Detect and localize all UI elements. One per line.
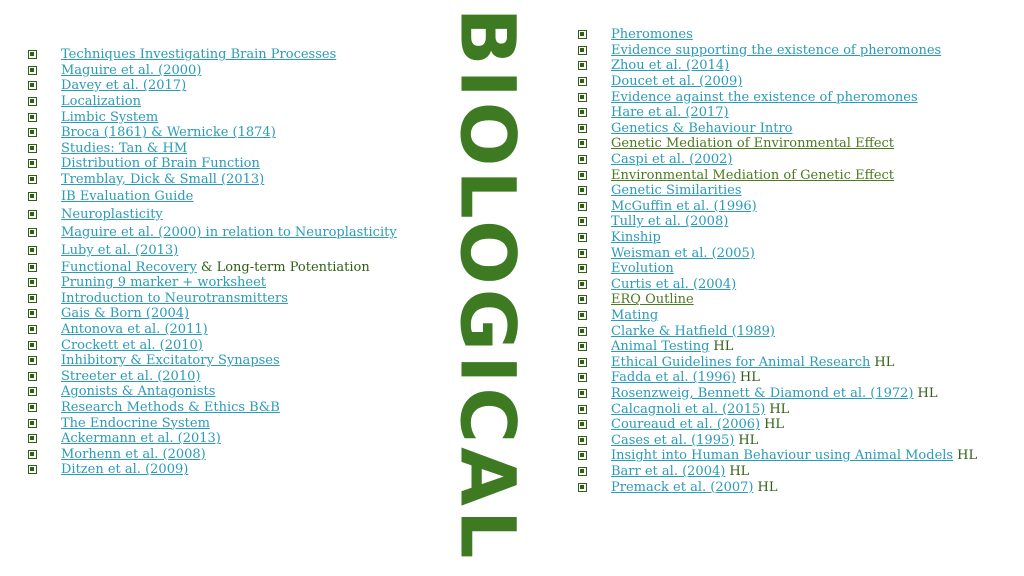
link-cases-et-al-1995[interactable]: Cases et al. (1995)	[611, 432, 735, 448]
link-broca-1861-wernicke-1874[interactable]: Broca (1861) & Wernicke (1874)	[61, 125, 276, 141]
list-item	[578, 27, 977, 43]
square-bullet-icon	[578, 451, 587, 460]
square-bullet-icon	[28, 66, 37, 75]
square-bullet-icon	[28, 128, 37, 137]
hl-tag: HL	[729, 463, 750, 479]
list-item	[28, 241, 397, 259]
link-evolution[interactable]: Evolution	[611, 261, 674, 277]
list-item	[28, 322, 397, 338]
list-item	[578, 448, 977, 464]
link-maguire-et-al-2000[interactable]: Maguire et al. (2000)	[61, 62, 202, 78]
list-item	[578, 261, 977, 277]
list-item	[578, 136, 977, 152]
link-ackermann-et-al-2013[interactable]: Ackermann et al. (2013)	[61, 431, 221, 447]
square-bullet-icon	[578, 139, 587, 148]
link-hare-et-al-2017[interactable]: Hare et al. (2017)	[611, 105, 729, 121]
link-gais-born-2004[interactable]: Gais & Born (2004)	[61, 306, 190, 322]
square-bullet-icon	[28, 192, 37, 201]
list-item	[28, 125, 397, 141]
list-item	[28, 205, 397, 223]
list-item	[578, 152, 977, 168]
square-bullet-icon	[28, 175, 37, 184]
link-streeter-et-al-2010[interactable]: Streeter et al. (2010)	[61, 368, 201, 384]
square-bullet-icon	[28, 450, 37, 459]
square-bullet-icon	[28, 81, 37, 90]
link-caspi-et-al-2002[interactable]: Caspi et al. (2002)	[611, 152, 733, 168]
square-bullet-icon	[578, 249, 587, 258]
link-mating[interactable]: Mating	[611, 307, 659, 323]
link-studies-tan-hm[interactable]: Studies: Tan & HM	[61, 140, 188, 156]
hl-tag: HL	[738, 432, 759, 448]
link-techniques-investigating-brain-processes[interactable]: Techniques Investigating Brain Processes	[61, 47, 337, 63]
link-genetic-similarities[interactable]: Genetic Similarities	[611, 183, 742, 199]
link-maguire-et-al-2000-in-relation-to-neuroplasticity[interactable]: Maguire et al. (2000) in relation to Neuroplasticity	[61, 224, 397, 240]
link-environmental-mediation-of-genetic-effect[interactable]: Environmental Mediation of Genetic Effect	[611, 167, 895, 183]
square-bullet-icon	[578, 77, 587, 86]
list-item	[578, 121, 977, 137]
list-item	[578, 323, 977, 339]
hl-tag: HL	[957, 448, 978, 464]
hl-tag: HL	[739, 370, 760, 386]
link-curtis-et-al-2004[interactable]: Curtis et al. (2004)	[611, 276, 737, 292]
list-item	[28, 291, 397, 307]
link-neuroplasticity[interactable]: Neuroplasticity	[61, 206, 163, 222]
square-bullet-icon	[578, 124, 587, 133]
link-coureaud-et-al-2006[interactable]: Coureaud et al. (2006)	[611, 417, 761, 433]
square-bullet-icon	[28, 387, 37, 396]
list-item	[28, 78, 397, 94]
hl-tag: HL	[917, 385, 938, 401]
list-item	[28, 63, 397, 79]
link-davey-et-al-2017[interactable]: Davey et al. (2017)	[61, 78, 187, 94]
link-evidence-against-the-existence-of-pheromones[interactable]: Evidence against the existence of pheromones	[611, 89, 918, 105]
list-item	[28, 223, 397, 241]
square-bullet-icon	[28, 97, 37, 106]
link-localization[interactable]: Localization	[61, 94, 141, 110]
square-bullet-icon	[578, 342, 587, 351]
square-bullet-icon	[578, 264, 587, 273]
link-pruning-9-marker-worksheet[interactable]: Pruning 9 marker + worksheet	[61, 275, 267, 291]
list-item	[578, 105, 977, 121]
list-item	[28, 431, 397, 447]
link-clarke-hatfield-1989[interactable]: Clarke & Hatfield (1989)	[611, 323, 775, 339]
link-zhou-et-al-2014[interactable]: Zhou et al. (2014)	[611, 58, 730, 74]
square-bullet-icon	[28, 325, 37, 334]
hl-tag: HL	[769, 401, 790, 417]
square-bullet-icon	[578, 186, 587, 195]
list-item	[578, 230, 977, 246]
square-bullet-icon	[578, 467, 587, 476]
square-bullet-icon	[578, 311, 587, 320]
square-bullet-icon	[578, 217, 587, 226]
square-bullet-icon	[28, 246, 37, 255]
list-item	[578, 370, 977, 386]
link-tremblay-dick-small-2013[interactable]: Tremblay, Dick & Small (2013)	[61, 172, 265, 188]
list-item	[578, 339, 977, 355]
square-bullet-icon	[28, 341, 37, 350]
square-bullet-icon	[578, 108, 587, 117]
list-item	[578, 432, 977, 448]
square-bullet-icon	[28, 113, 37, 122]
link-ib-evaluation-guide[interactable]: IB Evaluation Guide	[61, 188, 194, 204]
link-rosenzweig-bennett-diamond-et-al-1972[interactable]: Rosenzweig, Bennett & Diamond et al. (1972)	[611, 385, 914, 401]
link-weisman-et-al-2005[interactable]: Weisman et al. (2005)	[611, 245, 755, 261]
link-the-endocrine-system[interactable]: The Endocrine System	[61, 415, 210, 431]
square-bullet-icon	[28, 294, 37, 303]
square-bullet-icon	[578, 405, 587, 414]
list-item	[578, 167, 977, 183]
list-item	[578, 277, 977, 293]
square-bullet-icon	[578, 483, 587, 492]
list-item	[28, 306, 397, 322]
list-item	[28, 369, 397, 385]
list-item	[28, 172, 397, 188]
link-functional-recovery[interactable]: Functional Recovery	[61, 259, 197, 275]
link-premack-et-al-2007[interactable]: Premack et al. (2007)	[611, 479, 754, 495]
link-erq-outline[interactable]: ERQ Outline	[611, 292, 694, 308]
square-bullet-icon	[578, 295, 587, 304]
list-item	[28, 384, 397, 400]
link-fadda-et-al-1996[interactable]: Fadda et al. (1996)	[611, 370, 736, 386]
list-item	[578, 386, 977, 402]
square-bullet-icon	[578, 280, 587, 289]
right-topic-list	[578, 27, 977, 495]
link-animal-testing[interactable]: Animal Testing	[611, 339, 710, 355]
square-bullet-icon	[578, 93, 587, 102]
link-morhenn-et-al-2008[interactable]: Morhenn et al. (2008)	[61, 446, 206, 462]
link-barr-et-al-2004[interactable]: Barr et al. (2004)	[611, 463, 726, 479]
square-bullet-icon	[28, 465, 37, 474]
square-bullet-icon	[578, 30, 587, 39]
square-bullet-icon	[28, 419, 37, 428]
square-bullet-icon	[28, 278, 37, 287]
link-research-methods-ethics-b-b[interactable]: Research Methods & Ethics B&B	[61, 399, 280, 415]
square-bullet-icon	[578, 327, 587, 336]
list-item	[28, 47, 397, 63]
list-item	[578, 464, 977, 480]
left-topic-list	[28, 47, 397, 478]
list-item	[578, 354, 977, 370]
square-bullet-icon	[578, 358, 587, 367]
link-ethical-guidelines-for-animal-research[interactable]: Ethical Guidelines for Animal Research	[611, 354, 871, 370]
square-bullet-icon	[578, 171, 587, 180]
link-tully-et-al-2008[interactable]: Tully et al. (2008)	[611, 214, 729, 230]
list-item	[578, 43, 977, 59]
square-bullet-icon	[28, 309, 37, 318]
hl-tag: HL	[764, 417, 785, 433]
list-item	[578, 58, 977, 74]
square-bullet-icon	[28, 372, 37, 381]
square-bullet-icon	[28, 50, 37, 59]
list-item	[578, 401, 977, 417]
link-agonists-antagonists[interactable]: Agonists & Antagonists	[61, 384, 216, 400]
list-item	[28, 109, 397, 125]
list-item	[28, 259, 397, 275]
link-luby-et-al-2013[interactable]: Luby et al. (2013)	[61, 242, 179, 258]
square-bullet-icon	[578, 389, 587, 398]
list-item	[578, 183, 977, 199]
square-bullet-icon	[28, 210, 37, 219]
square-bullet-icon	[28, 144, 37, 153]
square-bullet-icon	[578, 46, 587, 55]
page-title: BIOLOGICAL	[443, 7, 533, 563]
list-item	[578, 199, 977, 215]
link-antonova-et-al-2011[interactable]: Antonova et al. (2011)	[61, 322, 208, 338]
link-insight-into-human-behaviour-using-animal-models[interactable]: Insight into Human Behaviour using Animal Models	[611, 448, 954, 464]
link-introduction-to-neurotransmitters[interactable]: Introduction to Neurotransmitters	[61, 290, 288, 306]
list-item	[578, 417, 977, 433]
hl-tag: HL	[757, 479, 778, 495]
square-bullet-icon	[28, 403, 37, 412]
list-item	[28, 415, 397, 431]
list-item	[578, 214, 977, 230]
square-bullet-icon	[28, 228, 37, 237]
square-bullet-icon	[28, 263, 37, 272]
list-item	[28, 462, 397, 478]
list-item	[28, 141, 397, 157]
square-bullet-icon	[28, 434, 37, 443]
link-ditzen-et-al-2009[interactable]: Ditzen et al. (2009)	[61, 462, 189, 478]
link-inhibitory-excitatory-synapses[interactable]: Inhibitory & Excitatory Synapses	[61, 353, 280, 369]
list-item	[28, 156, 397, 172]
square-bullet-icon	[578, 155, 587, 164]
list-item	[578, 292, 977, 308]
link-doucet-et-al-2009[interactable]: Doucet et al. (2009)	[611, 74, 743, 90]
list-item	[28, 94, 397, 110]
link-crockett-et-al-2010[interactable]: Crockett et al. (2010)	[61, 337, 203, 353]
square-bullet-icon	[578, 436, 587, 445]
list-item	[28, 446, 397, 462]
square-bullet-icon	[28, 356, 37, 365]
square-bullet-icon	[578, 373, 587, 382]
list-item	[28, 337, 397, 353]
link-mcguffin-et-al-1996[interactable]: McGuffin et al. (1996)	[611, 198, 757, 214]
square-bullet-icon	[578, 61, 587, 70]
link-distribution-of-brain-function[interactable]: Distribution of Brain Function	[61, 156, 260, 172]
square-bullet-icon	[578, 233, 587, 242]
link-pheromones[interactable]: Pheromones	[611, 27, 693, 43]
square-bullet-icon	[578, 420, 587, 429]
list-item	[578, 245, 977, 261]
list-item	[28, 187, 397, 205]
link-calcagnoli-et-al-2015[interactable]: Calcagnoli et al. (2015)	[611, 401, 766, 417]
link-genetic-mediation-of-environmental-effect[interactable]: Genetic Mediation of Environmental Effect	[611, 136, 895, 152]
list-item	[578, 308, 977, 324]
link-limbic-system[interactable]: Limbic System	[61, 109, 159, 125]
link-evidence-supporting-the-existence-of-pheromones[interactable]: Evidence supporting the existence of pheromones	[611, 42, 942, 58]
square-bullet-icon	[28, 159, 37, 168]
list-item	[28, 353, 397, 369]
list-item	[578, 89, 977, 105]
list-item	[578, 74, 977, 90]
square-bullet-icon	[578, 202, 587, 211]
link-genetics-behaviour-intro[interactable]: Genetics & Behaviour Intro	[611, 120, 793, 136]
list-item	[578, 479, 977, 495]
hl-tag: HL	[874, 354, 895, 370]
item-extra-text: & Long-term Potentiation	[200, 259, 370, 275]
hl-tag: HL	[713, 339, 734, 355]
list-item	[28, 400, 397, 416]
link-kinship[interactable]: Kinship	[611, 230, 661, 246]
list-item	[28, 275, 397, 291]
